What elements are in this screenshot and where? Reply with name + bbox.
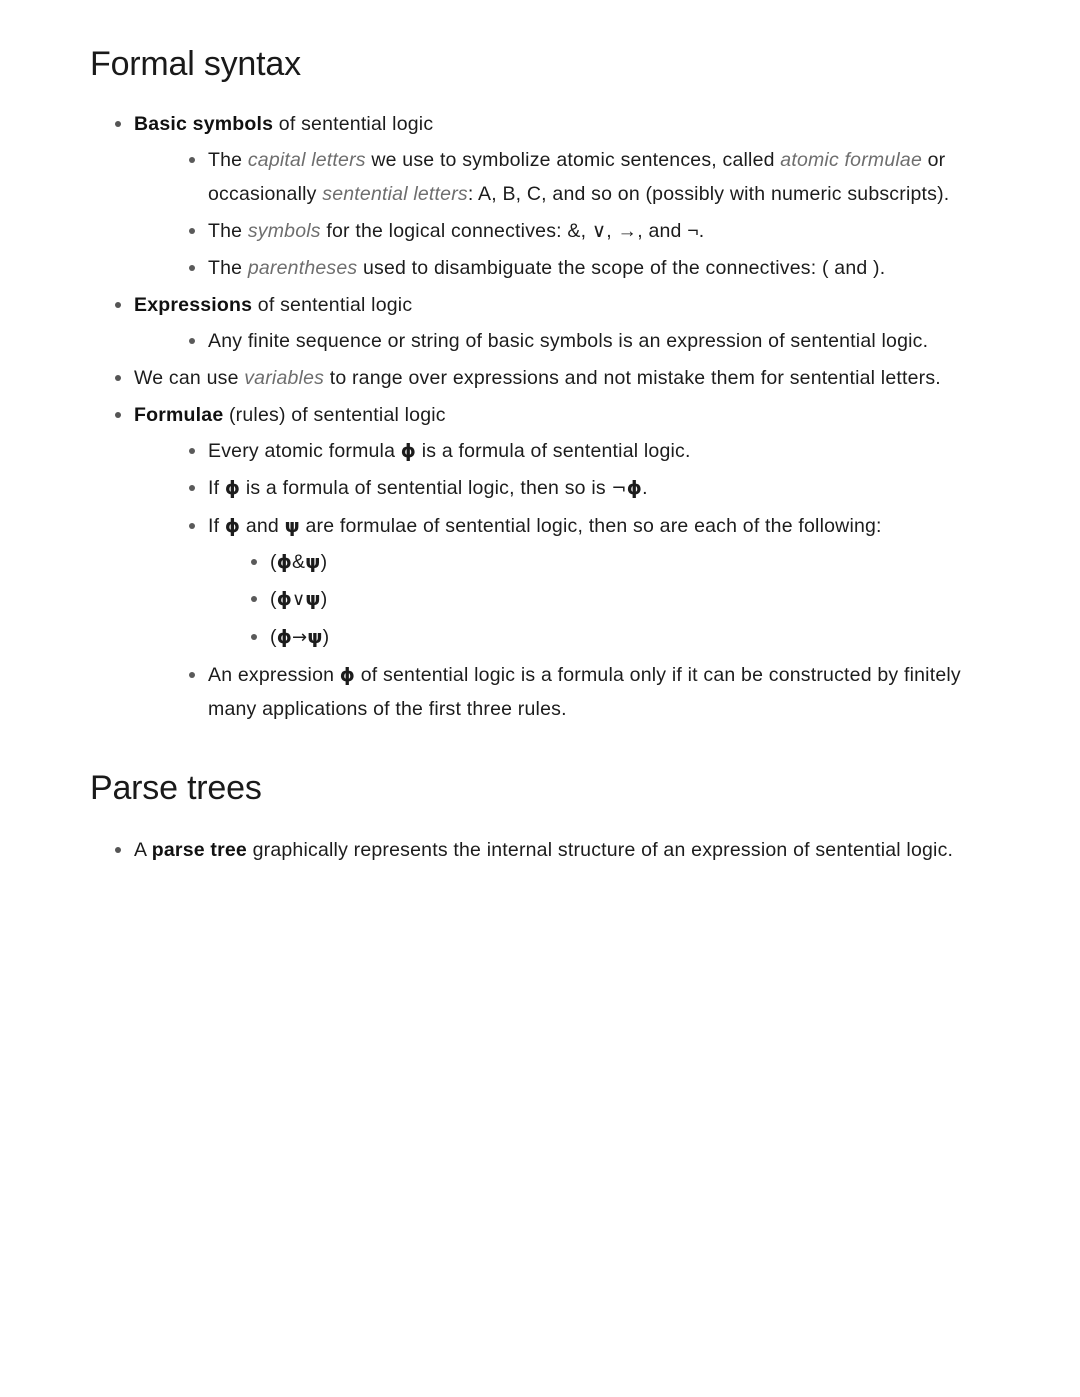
text-run: ) xyxy=(320,550,328,573)
bullet-dot-icon xyxy=(189,448,195,454)
list-item-text xyxy=(270,551,327,573)
text-run: ( xyxy=(270,550,277,573)
bullet-dot-icon xyxy=(115,121,121,127)
bullet-dot-icon xyxy=(189,485,195,491)
list-item-text xyxy=(208,440,691,462)
italic-term: variables xyxy=(244,366,325,389)
text-run: are formulae of sentential logic, then so are each of the following: xyxy=(299,514,882,537)
list-item-any-finite-sequence xyxy=(186,324,990,358)
section-heading-2: Parse trees xyxy=(90,768,262,807)
list-item-text xyxy=(208,515,882,537)
list-item-capital-letters xyxy=(186,143,990,211)
bullet-list-level-2 xyxy=(186,434,990,726)
bullet-list-level-2 xyxy=(186,324,990,358)
logic-symbol: ψ xyxy=(307,625,323,648)
bullet-dot-icon xyxy=(251,634,257,640)
list-item-conditional xyxy=(248,620,990,655)
list-item-variables xyxy=(112,361,990,395)
list-item-disjunction xyxy=(248,582,990,617)
text-run: and xyxy=(240,514,285,537)
bullet-dot-icon xyxy=(115,412,121,418)
logic-symbol: ϕ xyxy=(224,514,241,537)
text-run: of sentential logic xyxy=(273,112,434,135)
text-run: Any finite sequence or string of basic symbols is an expression of sentential logic. xyxy=(208,329,929,352)
text-run: A xyxy=(134,838,152,861)
text-run: graphically represents the internal structure of an expression of sentential logic. xyxy=(246,838,954,861)
logic-symbol: ϕ xyxy=(339,663,356,686)
bullet-dot-icon xyxy=(189,672,195,678)
list-item-text xyxy=(134,404,446,426)
document-content xyxy=(90,44,990,870)
logic-operator: ¬ xyxy=(611,477,627,499)
list-item-parentheses xyxy=(186,251,990,285)
text-run: The xyxy=(208,256,248,279)
text-run: & xyxy=(292,550,306,573)
list-item-text xyxy=(208,257,885,279)
bullet-dot-icon xyxy=(189,157,195,163)
bullet-dot-icon xyxy=(115,302,121,308)
text-run: ) xyxy=(322,625,330,648)
logic-symbol: ϕ xyxy=(224,476,241,499)
text-run: of sentential logic is a formula only if it can be constructed by finitely many applications of the first three rules. xyxy=(208,663,961,720)
text-run: : A, B, C, and so on (possibly with numeric subscripts). xyxy=(467,182,950,205)
list-item-basic-symbols xyxy=(112,107,990,285)
text-run: we use to symbolize atomic sentences, called xyxy=(365,148,781,171)
list-item-rule-atomic xyxy=(186,434,990,468)
list-item-text xyxy=(208,220,704,242)
logic-symbol: ψ xyxy=(305,587,321,610)
text-run: is a formula of sentential logic. xyxy=(416,439,691,462)
logic-symbol: ψ xyxy=(284,514,300,537)
list-item-text xyxy=(208,149,949,205)
bullet-dot-icon xyxy=(115,847,121,853)
italic-term: parentheses xyxy=(247,256,358,279)
italic-term: sentential letters xyxy=(322,182,468,205)
list-item-rule-closure xyxy=(186,658,990,726)
text-run: of sentential logic xyxy=(252,293,413,316)
list-item-text xyxy=(134,367,941,389)
list-item-text xyxy=(134,113,433,135)
bold-text: parse tree xyxy=(151,838,247,861)
text-run: Every atomic formula xyxy=(208,439,401,462)
section-heading-1: Formal syntax xyxy=(90,45,301,83)
logic-operator: ∨ xyxy=(292,588,306,610)
bullet-dot-icon xyxy=(189,228,195,234)
bullet-dot-icon xyxy=(115,375,121,381)
text-run: The xyxy=(208,148,248,171)
list-item-rule-binary xyxy=(186,509,990,655)
bold-text: Formulae xyxy=(134,403,224,426)
text-run: ) xyxy=(320,587,328,610)
text-run: (rules) of sentential logic xyxy=(223,403,446,426)
text-run: or occasionally xyxy=(208,148,946,205)
text-run: ( xyxy=(270,587,277,610)
logic-symbol: ϕ xyxy=(626,476,643,499)
list-item-formulae xyxy=(112,398,990,726)
text-run: to range over expressions and not mistake them for sentential letters. xyxy=(324,366,941,389)
bullet-list-level-1 xyxy=(112,833,990,867)
list-item-parse-tree-definition xyxy=(112,833,990,867)
text-run: The xyxy=(208,219,248,242)
bullet-dot-icon xyxy=(189,523,195,529)
italic-term: atomic formulae xyxy=(780,148,922,171)
text-run: If xyxy=(208,476,225,499)
logic-operator: → xyxy=(292,626,308,648)
bullet-dot-icon xyxy=(189,338,195,344)
list-item-expressions xyxy=(112,288,990,358)
list-item-connective-symbols xyxy=(186,214,990,248)
italic-term: symbols xyxy=(247,219,321,242)
bullet-list-level-3 xyxy=(248,545,990,655)
list-item-text xyxy=(134,839,953,861)
text-run: ( xyxy=(270,625,277,648)
list-item-conjunction xyxy=(248,545,990,579)
bullet-list-level-2 xyxy=(186,143,990,285)
text-run: An expression xyxy=(208,663,340,686)
bullet-list-level-1 xyxy=(112,107,990,726)
text-run: is a formula of sentential logic, then so is xyxy=(240,476,612,499)
logic-symbol: ϕ xyxy=(400,439,417,462)
logic-symbol: ψ xyxy=(305,550,321,573)
list-item-text xyxy=(208,477,648,499)
logic-symbol: ϕ xyxy=(276,587,293,610)
bullet-dot-icon xyxy=(189,265,195,271)
list-item-rule-negation xyxy=(186,471,990,506)
list-item-text xyxy=(208,330,928,352)
list-item-text xyxy=(270,626,329,648)
list-item-text xyxy=(208,664,961,720)
list-item-text xyxy=(134,294,412,316)
bullet-dot-icon xyxy=(251,559,257,565)
text-run: . xyxy=(642,476,648,499)
text-run: If xyxy=(208,514,225,537)
italic-term: capital letters xyxy=(247,148,366,171)
list-item-text xyxy=(270,588,327,610)
text-run: used to disambiguate the scope of the connectives: ( and ). xyxy=(357,256,886,279)
bold-text: Expressions xyxy=(134,293,253,316)
logic-symbol: ϕ xyxy=(276,550,293,573)
bold-text: Basic symbols xyxy=(134,112,274,135)
bullet-dot-icon xyxy=(251,596,257,602)
text-run: We can use xyxy=(134,366,245,389)
text-run: for the logical connectives: &, ∨, →, and ¬. xyxy=(320,219,705,242)
logic-symbol: ϕ xyxy=(276,625,293,648)
